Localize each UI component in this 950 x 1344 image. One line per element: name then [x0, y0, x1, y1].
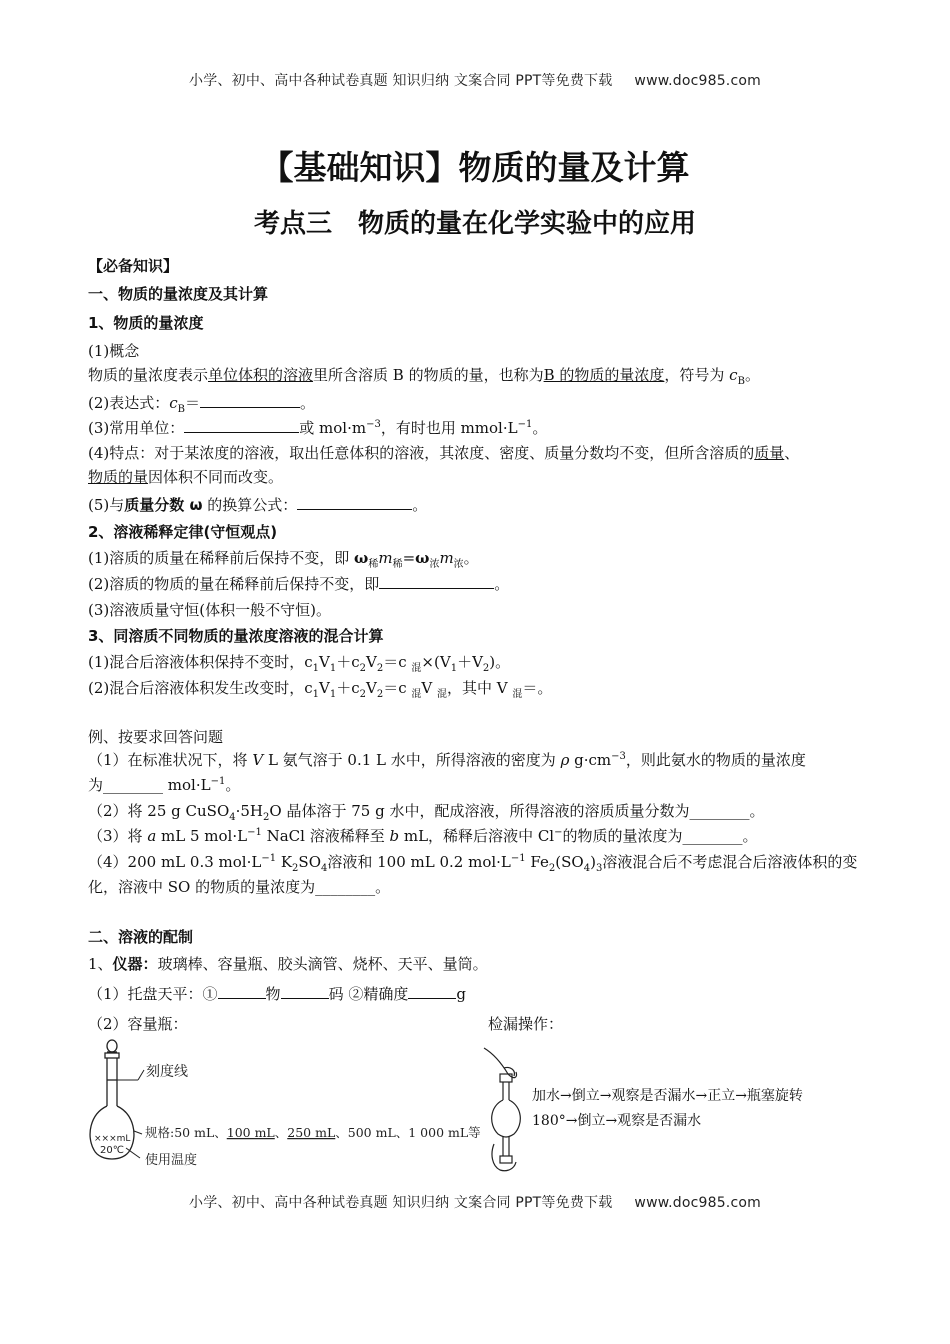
text: 1、: [88, 955, 113, 973]
question-1-cont: [88, 774, 878, 796]
answer-blank[interactable]: [408, 984, 456, 999]
page-header: [0, 70, 950, 90]
text: )。: [489, 653, 511, 671]
mix-line-2: [88, 677, 878, 699]
text: 。: [532, 419, 548, 437]
spec-underlined: 100 mL: [226, 1125, 275, 1140]
subheading-3: 3、同溶质不同物质的量浓度溶液的混合计算: [88, 627, 384, 645]
text: ): [590, 853, 596, 871]
mix-line-1: [88, 651, 878, 673]
symbol: m: [439, 549, 454, 567]
page-footer: [0, 1192, 950, 1212]
balance-line: [88, 983, 878, 1005]
text: 为________ mol·L: [88, 776, 211, 794]
text: 溶液和 100 mL 0.2 mol·L: [327, 853, 511, 871]
text: 、: [784, 444, 800, 462]
footer-text: 小学、初中、高中各种试卷真题 知识归纳 文案合同 PPT等免费下载: [189, 1195, 613, 1211]
subscript: 浓: [453, 559, 464, 570]
text: ＝: [185, 394, 201, 412]
unit-line: [88, 417, 878, 439]
text: SO: [298, 853, 321, 871]
text: 。: [300, 394, 316, 412]
subheading-2: 2、溶液稀释定律(守恒观点): [88, 523, 278, 541]
subscript: 稀: [392, 559, 403, 570]
conversion-line: [88, 494, 878, 516]
answer-blank[interactable]: [184, 418, 299, 433]
subscript: 2: [548, 863, 556, 874]
symbol: ω: [415, 549, 430, 567]
text: 码 ②精确度: [328, 985, 409, 1003]
text: ＋c: [336, 679, 360, 697]
text: ＝c: [383, 653, 412, 671]
text: V: [366, 679, 377, 697]
volumetric-flask-label: （2）容量瓶：: [88, 1015, 188, 1033]
text: (2)溶质的物质的量在稀释前后保持不变，即: [88, 575, 380, 593]
question-4-cont: 化，溶液中 SO 的物质的量浓度为________。: [88, 878, 391, 896]
text: (2)表达式：: [88, 394, 170, 412]
concept-label: (1)概念: [88, 342, 140, 360]
volumetric-flask-figure: [88, 1036, 481, 1172]
section-tag: 【必备知识】: [88, 257, 179, 275]
text: (5)与: [88, 496, 125, 514]
footer-url[interactable]: www.doc985.com: [634, 1195, 761, 1211]
text: L 氨气溶于 0.1 L 水中，所得溶液的密度为: [263, 751, 561, 769]
superscript: −1: [261, 853, 277, 864]
subscript: 1: [312, 689, 320, 700]
text: ×(V: [421, 653, 451, 671]
subscript: 4: [583, 863, 591, 874]
text: V: [319, 679, 330, 697]
subscript: 稀: [368, 559, 379, 570]
superscript: −3: [366, 419, 381, 430]
text: 里所含溶质 B 的物质的量，也称为: [313, 366, 544, 384]
subscript: 1: [329, 663, 337, 674]
text: ，有时也用 mmol·L: [380, 419, 518, 437]
question-4: [88, 851, 878, 873]
text: （3）将: [88, 827, 148, 845]
underlined-term: 质量: [754, 444, 785, 462]
text: ＝c: [383, 679, 412, 697]
text: 的换算公式：: [202, 496, 298, 514]
text: ＝。: [522, 679, 553, 697]
symbol: m: [378, 549, 393, 567]
text: 。: [412, 496, 428, 514]
text: （2）将 25 g CuSO: [88, 802, 230, 820]
text: （4）200 mL 0.3 mol·L: [88, 853, 262, 871]
subscript: 2: [482, 663, 490, 674]
section2-heading: 二、溶液的配制: [88, 928, 194, 946]
text: 。: [494, 575, 510, 593]
spec-underlined: 250 mL: [287, 1125, 336, 1140]
subscript: 4: [229, 812, 236, 823]
expression-line: [88, 392, 878, 414]
bold-term: 仪器：: [112, 955, 158, 973]
answer-blank[interactable]: [281, 984, 329, 999]
answer-blank[interactable]: [379, 574, 494, 589]
text: 。: [225, 776, 241, 794]
symbol: a: [147, 827, 157, 845]
text: ，其中 V: [447, 679, 513, 697]
spec-part: 、500 mL、1 000 mL等: [335, 1125, 481, 1140]
symbol: c: [729, 366, 738, 384]
text: （1）托盘天平：①: [88, 985, 218, 1003]
text: 。: [463, 549, 479, 567]
text: V: [421, 679, 438, 697]
subscript: 混: [411, 689, 422, 700]
subscript: 浓: [429, 559, 440, 570]
feature-line: [88, 442, 878, 464]
flask-body-temp: 20℃: [100, 1145, 124, 1156]
hand-icon: [484, 1048, 517, 1078]
answer-blank[interactable]: [297, 495, 412, 510]
subscript: 2: [376, 689, 384, 700]
instrument-line: [88, 953, 878, 975]
symbol: V: [252, 751, 264, 769]
section1-heading: 一、物质的量浓度及其计算: [88, 285, 269, 303]
flask-stopper: [107, 1040, 117, 1052]
text: (1)混合后溶液体积保持不变时，c: [88, 653, 313, 671]
spec-part: 、: [274, 1125, 288, 1140]
question-2: [88, 800, 878, 822]
question-1: [88, 749, 878, 771]
leak-test-label: 检漏操作：: [488, 1015, 564, 1033]
header-url[interactable]: www.doc985.com: [634, 73, 761, 89]
subscript: 2: [376, 663, 384, 674]
text: （1）在标准状况下，将: [88, 751, 253, 769]
subscript: 1: [450, 663, 458, 674]
text: Fe: [525, 853, 549, 871]
text: ，则此氨水的物质的量浓度: [625, 751, 806, 769]
text: V: [366, 653, 377, 671]
superscript: −1: [510, 853, 526, 864]
text: 玻璃棒、容量瓶、胶头滴管、烧杯、天平、量筒。: [157, 955, 488, 973]
subscript: 1: [312, 663, 320, 674]
text: ＋c: [336, 653, 360, 671]
symbol: c: [169, 394, 178, 412]
flask-spec-text: [145, 1125, 481, 1140]
subscript: 3: [595, 863, 603, 874]
text: 溶液混合后不考虑混合后溶液体积的变: [602, 853, 858, 871]
subscript: 4: [321, 863, 328, 874]
flask-temp-label: 使用温度: [145, 1153, 198, 1168]
page-title: 【基础知识】物质的量及计算: [260, 148, 690, 187]
flask-mark-label: 刻度线: [146, 1064, 188, 1080]
example-heading: 例、按要求回答问题: [88, 728, 224, 746]
text: (4)特点：对于某浓度的溶液，取出任意体积的溶液，其浓度、密度、质量分数均不变，但所含溶质的: [88, 444, 755, 462]
text: 因体积不同而改变。: [148, 468, 284, 486]
text: g·cm: [569, 751, 612, 769]
dilution-line-3: (3)溶液质量守恒(体积一般不守恒)。: [88, 601, 331, 619]
feature-line-cont: [88, 466, 878, 488]
symbol: ω: [354, 549, 369, 567]
definition-line: [88, 364, 878, 386]
text: (1)溶质的质量在稀释前后保持不变，即: [88, 549, 355, 567]
bold-term: 质量分数 ω: [124, 496, 203, 514]
text: 物: [265, 985, 281, 1003]
subscript: 混: [411, 663, 422, 674]
subscript: B: [177, 404, 186, 415]
superscript: −3: [611, 751, 626, 762]
inverted-flask-icon: [492, 1100, 521, 1137]
text: 物质的量浓度表示: [88, 366, 209, 384]
superscript: −1: [247, 827, 262, 838]
text: =: [402, 549, 416, 567]
question-3: [88, 825, 878, 847]
text: 。: [744, 366, 760, 384]
text: K: [276, 853, 293, 871]
symbol: ρ: [560, 751, 570, 769]
superscript: −1: [210, 776, 226, 787]
text: V: [319, 653, 330, 671]
leak-step-2: 180°→倒立→观察是否漏水: [532, 1113, 702, 1129]
text: mL 5 mol·L: [156, 827, 248, 845]
superscript: −: [554, 827, 563, 838]
subscript: 混: [512, 689, 523, 700]
dilution-line-1: [88, 547, 878, 569]
subscript: 2: [359, 689, 367, 700]
symbol: b: [389, 827, 400, 845]
subscript: 2: [263, 812, 270, 823]
subscript: B: [737, 376, 745, 387]
text: ·5H: [235, 802, 264, 820]
dilution-line-2: [88, 573, 878, 595]
text: (2)混合后溶液体积发生改变时，c: [88, 679, 313, 697]
subheading-1: 1、物质的量浓度: [88, 314, 204, 332]
underlined-term: B 的物质的量浓度: [543, 366, 665, 384]
page-subtitle: 考点三 物质的量在化学实验中的应用: [253, 209, 696, 239]
spec-part: 规格:50 mL、: [145, 1125, 227, 1140]
flask-body-volume: ×××mL: [94, 1134, 131, 1144]
text: 的物质的量浓度为________。: [562, 827, 758, 845]
subscript: 2: [292, 863, 299, 874]
subscript: 2: [359, 663, 367, 674]
answer-blank[interactable]: [218, 984, 266, 999]
text: g: [456, 985, 466, 1003]
subscript: 1: [329, 689, 337, 700]
text: (3)常用单位：: [88, 419, 185, 437]
header-text: 小学、初中、高中各种试卷真题 知识归纳 文案合同 PPT等免费下载: [189, 73, 613, 89]
underlined-term: 单位体积的溶液: [208, 366, 314, 384]
text: mL，稀释后溶液中 Cl: [399, 827, 555, 845]
text: NaCl 溶液稀释至: [261, 827, 390, 845]
subscript: 混: [437, 689, 448, 700]
text: O 晶体溶于 75 g 水中，配成溶液，所得溶液的溶质质量分数为________。: [269, 802, 765, 820]
text: (SO: [555, 853, 584, 871]
superscript: −1: [517, 419, 533, 430]
text: 或 mol·m: [299, 419, 367, 437]
answer-blank[interactable]: [200, 393, 300, 408]
text: ，符号为: [664, 366, 730, 384]
text: ＋V: [457, 653, 483, 671]
underlined-term: 物质的量: [88, 468, 149, 486]
leak-step-1: 加水→倒立→观察是否漏水→正立→瓶塞旋转: [532, 1088, 803, 1104]
